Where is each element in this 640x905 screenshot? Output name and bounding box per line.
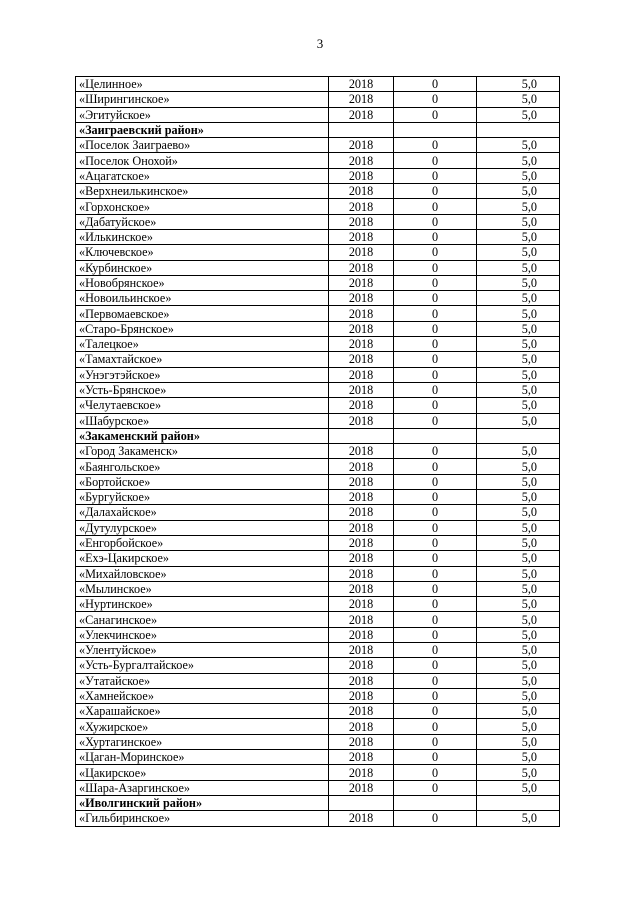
- value-1-cell: 0: [394, 734, 477, 749]
- year-cell: 2018: [329, 352, 394, 367]
- value-1-cell: 0: [394, 688, 477, 703]
- value-2-cell: 5,0: [477, 627, 560, 642]
- table-row: [76, 168, 560, 183]
- table-row: [76, 229, 560, 244]
- year-cell: 2018: [329, 77, 394, 92]
- year-cell: 2018: [329, 642, 394, 657]
- value-2-cell: [477, 122, 560, 137]
- settlement-name-cell: «Хужирское»: [76, 719, 329, 734]
- value-1-cell: 0: [394, 306, 477, 321]
- value-1-cell: 0: [394, 535, 477, 550]
- district-row: [76, 428, 560, 443]
- value-2-cell: 5,0: [477, 260, 560, 275]
- settlement-name-cell: «Поселок Онохой»: [76, 153, 329, 168]
- value-1-cell: [394, 122, 477, 137]
- value-2-cell: 5,0: [477, 520, 560, 535]
- settlement-name-cell: «Первомаевское»: [76, 306, 329, 321]
- settlement-name-cell: «Поселок Заиграево»: [76, 138, 329, 153]
- settlement-name-cell: «Улентуйское»: [76, 642, 329, 657]
- year-cell: 2018: [329, 382, 394, 397]
- year-cell: 2018: [329, 92, 394, 107]
- year-cell: 2018: [329, 184, 394, 199]
- year-cell: 2018: [329, 505, 394, 520]
- value-2-cell: 5,0: [477, 474, 560, 489]
- year-cell: 2018: [329, 612, 394, 627]
- value-2-cell: 5,0: [477, 337, 560, 352]
- year-cell: 2018: [329, 413, 394, 428]
- table-row: [76, 260, 560, 275]
- settlement-name-cell: «Енгорбойское»: [76, 535, 329, 550]
- value-1-cell: 0: [394, 765, 477, 780]
- year-cell: 2018: [329, 658, 394, 673]
- year-cell: 2018: [329, 520, 394, 535]
- value-2-cell: 5,0: [477, 382, 560, 397]
- value-1-cell: 0: [394, 367, 477, 382]
- table-row: [76, 352, 560, 367]
- settlement-name-cell: «Унэгэтэйское»: [76, 367, 329, 382]
- settlement-name-cell: «Челутаевское»: [76, 398, 329, 413]
- value-1-cell: 0: [394, 184, 477, 199]
- value-1-cell: 0: [394, 612, 477, 627]
- year-cell: 2018: [329, 107, 394, 122]
- year-cell: 2018: [329, 444, 394, 459]
- table-row: [76, 490, 560, 505]
- settlement-name-cell: «Шара-Азаргинское»: [76, 780, 329, 795]
- value-1-cell: 0: [394, 321, 477, 336]
- table-row: [76, 153, 560, 168]
- value-2-cell: 5,0: [477, 811, 560, 826]
- settlement-name-cell: «Харашайское»: [76, 704, 329, 719]
- table-row: [76, 520, 560, 535]
- settlement-name-cell: «Гильбиринское»: [76, 811, 329, 826]
- value-2-cell: 5,0: [477, 77, 560, 92]
- value-1-cell: 0: [394, 77, 477, 92]
- year-cell: [329, 795, 394, 810]
- value-2-cell: 5,0: [477, 168, 560, 183]
- table-row: [76, 459, 560, 474]
- table-row: [76, 413, 560, 428]
- settlement-name-cell: «Далахайское»: [76, 505, 329, 520]
- value-2-cell: 5,0: [477, 581, 560, 596]
- year-cell: 2018: [329, 490, 394, 505]
- settlement-name-cell: «Хуртагинское»: [76, 734, 329, 749]
- table-row: [76, 138, 560, 153]
- value-2-cell: 5,0: [477, 199, 560, 214]
- settlement-name-cell: «Утатайское»: [76, 673, 329, 688]
- year-cell: 2018: [329, 321, 394, 336]
- settlement-name-cell: «Закаменский район»: [76, 428, 329, 443]
- value-1-cell: 0: [394, 444, 477, 459]
- value-2-cell: 5,0: [477, 505, 560, 520]
- settlement-name-cell: «Цаган-Моринское»: [76, 750, 329, 765]
- table-row: [76, 673, 560, 688]
- value-2-cell: 5,0: [477, 719, 560, 734]
- year-cell: 2018: [329, 367, 394, 382]
- year-cell: 2018: [329, 719, 394, 734]
- table-row: [76, 275, 560, 290]
- value-1-cell: 0: [394, 92, 477, 107]
- table-row: [76, 367, 560, 382]
- table-row: [76, 627, 560, 642]
- value-1-cell: [394, 795, 477, 810]
- year-cell: 2018: [329, 229, 394, 244]
- page-number: 3: [316, 36, 324, 51]
- value-1-cell: 0: [394, 214, 477, 229]
- value-2-cell: 5,0: [477, 352, 560, 367]
- value-1-cell: 0: [394, 780, 477, 795]
- year-cell: 2018: [329, 780, 394, 795]
- value-2-cell: 5,0: [477, 780, 560, 795]
- year-cell: 2018: [329, 398, 394, 413]
- table-row: [76, 535, 560, 550]
- value-1-cell: 0: [394, 260, 477, 275]
- value-1-cell: 0: [394, 138, 477, 153]
- value-2-cell: 5,0: [477, 245, 560, 260]
- table-row: [76, 688, 560, 703]
- table-row: [76, 306, 560, 321]
- settlement-name-cell: «Хамнейское»: [76, 688, 329, 703]
- settlement-name-cell: «Илькинское»: [76, 229, 329, 244]
- settlement-name-cell: «Горхонское»: [76, 199, 329, 214]
- settlement-name-cell: «Усть-Брянское»: [76, 382, 329, 397]
- settlement-name-cell: «Ехэ-Цакирское»: [76, 551, 329, 566]
- settlement-name-cell: «Новоильинское»: [76, 291, 329, 306]
- table-row: [76, 505, 560, 520]
- value-2-cell: 5,0: [477, 734, 560, 749]
- year-cell: 2018: [329, 459, 394, 474]
- year-cell: 2018: [329, 260, 394, 275]
- value-1-cell: 0: [394, 459, 477, 474]
- year-cell: 2018: [329, 750, 394, 765]
- settlements-table: [75, 76, 560, 827]
- year-cell: [329, 122, 394, 137]
- value-2-cell: 5,0: [477, 551, 560, 566]
- table-row: [76, 184, 560, 199]
- year-cell: 2018: [329, 199, 394, 214]
- value-1-cell: 0: [394, 581, 477, 596]
- value-2-cell: [477, 795, 560, 810]
- value-2-cell: 5,0: [477, 535, 560, 550]
- table-row: [76, 474, 560, 489]
- year-cell: 2018: [329, 245, 394, 260]
- value-2-cell: 5,0: [477, 597, 560, 612]
- year-cell: 2018: [329, 566, 394, 581]
- value-2-cell: 5,0: [477, 459, 560, 474]
- settlement-name-cell: «Курбинское»: [76, 260, 329, 275]
- year-cell: 2018: [329, 275, 394, 290]
- settlement-name-cell: «Усть-Бургалтайское»: [76, 658, 329, 673]
- value-1-cell: 0: [394, 673, 477, 688]
- table-row: [76, 199, 560, 214]
- table-row: [76, 780, 560, 795]
- settlement-name-cell: «Санагинское»: [76, 612, 329, 627]
- year-cell: 2018: [329, 581, 394, 596]
- value-2-cell: 5,0: [477, 398, 560, 413]
- value-2-cell: 5,0: [477, 658, 560, 673]
- value-2-cell: 5,0: [477, 107, 560, 122]
- value-1-cell: 0: [394, 505, 477, 520]
- table-row: [76, 92, 560, 107]
- value-1-cell: 0: [394, 811, 477, 826]
- value-2-cell: 5,0: [477, 138, 560, 153]
- year-cell: 2018: [329, 168, 394, 183]
- value-2-cell: 5,0: [477, 688, 560, 703]
- value-1-cell: 0: [394, 520, 477, 535]
- value-2-cell: 5,0: [477, 566, 560, 581]
- table-row: [76, 398, 560, 413]
- settlement-name-cell: «Старо-Брянское»: [76, 321, 329, 336]
- table-row: [76, 581, 560, 596]
- year-cell: 2018: [329, 704, 394, 719]
- value-2-cell: 5,0: [477, 490, 560, 505]
- table-row: [76, 658, 560, 673]
- value-1-cell: 0: [394, 658, 477, 673]
- table-row: [76, 811, 560, 826]
- settlement-name-cell: «Бургуйское»: [76, 490, 329, 505]
- value-1-cell: 0: [394, 704, 477, 719]
- settlement-name-cell: «Эгитуйское»: [76, 107, 329, 122]
- table-row: [76, 107, 560, 122]
- settlement-name-cell: «Бортойское»: [76, 474, 329, 489]
- value-2-cell: 5,0: [477, 275, 560, 290]
- value-1-cell: [394, 428, 477, 443]
- table-row: [76, 704, 560, 719]
- value-1-cell: 0: [394, 413, 477, 428]
- table-row: [76, 382, 560, 397]
- year-cell: 2018: [329, 734, 394, 749]
- settlement-name-cell: «Баянгольское»: [76, 459, 329, 474]
- value-2-cell: [477, 428, 560, 443]
- year-cell: 2018: [329, 551, 394, 566]
- value-1-cell: 0: [394, 153, 477, 168]
- value-1-cell: 0: [394, 229, 477, 244]
- settlement-name-cell: «Мылинское»: [76, 581, 329, 596]
- settlement-name-cell: «Ацагатское»: [76, 168, 329, 183]
- table-row: [76, 566, 560, 581]
- year-cell: 2018: [329, 688, 394, 703]
- value-1-cell: 0: [394, 719, 477, 734]
- settlement-name-cell: «Нуртинское»: [76, 597, 329, 612]
- value-1-cell: 0: [394, 490, 477, 505]
- settlement-name-cell: «Целинное»: [76, 77, 329, 92]
- table-row: [76, 77, 560, 92]
- table-row: [76, 214, 560, 229]
- value-1-cell: 0: [394, 642, 477, 657]
- value-2-cell: 5,0: [477, 367, 560, 382]
- table-row: [76, 245, 560, 260]
- year-cell: 2018: [329, 811, 394, 826]
- year-cell: 2018: [329, 138, 394, 153]
- table-row: [76, 719, 560, 734]
- value-1-cell: 0: [394, 474, 477, 489]
- table-row: [76, 551, 560, 566]
- value-1-cell: 0: [394, 291, 477, 306]
- table-row: [76, 765, 560, 780]
- value-2-cell: 5,0: [477, 612, 560, 627]
- value-1-cell: 0: [394, 337, 477, 352]
- year-cell: 2018: [329, 291, 394, 306]
- year-cell: 2018: [329, 673, 394, 688]
- value-2-cell: 5,0: [477, 750, 560, 765]
- year-cell: 2018: [329, 337, 394, 352]
- value-1-cell: 0: [394, 597, 477, 612]
- value-2-cell: 5,0: [477, 306, 560, 321]
- value-1-cell: 0: [394, 551, 477, 566]
- settlement-name-cell: «Улекчинское»: [76, 627, 329, 642]
- table-row: [76, 597, 560, 612]
- year-cell: 2018: [329, 535, 394, 550]
- year-cell: 2018: [329, 153, 394, 168]
- year-cell: 2018: [329, 765, 394, 780]
- year-cell: 2018: [329, 597, 394, 612]
- value-2-cell: 5,0: [477, 704, 560, 719]
- settlement-name-cell: «Дутулурское»: [76, 520, 329, 535]
- value-1-cell: 0: [394, 168, 477, 183]
- table-row: [76, 291, 560, 306]
- value-1-cell: 0: [394, 199, 477, 214]
- value-2-cell: 5,0: [477, 92, 560, 107]
- value-2-cell: 5,0: [477, 214, 560, 229]
- settlement-name-cell: «Верхнеилькинское»: [76, 184, 329, 199]
- year-cell: 2018: [329, 474, 394, 489]
- value-1-cell: 0: [394, 750, 477, 765]
- value-2-cell: 5,0: [477, 184, 560, 199]
- value-1-cell: 0: [394, 107, 477, 122]
- value-2-cell: 5,0: [477, 642, 560, 657]
- year-cell: 2018: [329, 306, 394, 321]
- value-2-cell: 5,0: [477, 291, 560, 306]
- value-1-cell: 0: [394, 382, 477, 397]
- year-cell: 2018: [329, 627, 394, 642]
- district-row: [76, 122, 560, 137]
- table-row: [76, 642, 560, 657]
- value-1-cell: 0: [394, 398, 477, 413]
- table-row: [76, 750, 560, 765]
- value-1-cell: 0: [394, 352, 477, 367]
- settlement-name-cell: «Город Закаменск»: [76, 444, 329, 459]
- settlement-name-cell: «Шабурское»: [76, 413, 329, 428]
- value-1-cell: 0: [394, 275, 477, 290]
- value-2-cell: 5,0: [477, 673, 560, 688]
- settlement-name-cell: «Иволгинский район»: [76, 795, 329, 810]
- table-row: [76, 612, 560, 627]
- settlement-name-cell: «Цакирское»: [76, 765, 329, 780]
- settlement-name-cell: «Заиграевский район»: [76, 122, 329, 137]
- year-cell: 2018: [329, 214, 394, 229]
- table-row: [76, 321, 560, 336]
- settlement-name-cell: «Дабатуйское»: [76, 214, 329, 229]
- table-row: [76, 444, 560, 459]
- settlement-name-cell: «Талецкое»: [76, 337, 329, 352]
- value-2-cell: 5,0: [477, 321, 560, 336]
- value-1-cell: 0: [394, 245, 477, 260]
- value-2-cell: 5,0: [477, 413, 560, 428]
- value-2-cell: 5,0: [477, 765, 560, 780]
- settlement-name-cell: «Тамахтайское»: [76, 352, 329, 367]
- value-2-cell: 5,0: [477, 153, 560, 168]
- settlement-name-cell: «Михайловское»: [76, 566, 329, 581]
- district-row: [76, 795, 560, 810]
- table-body: [76, 77, 560, 827]
- table-row: [76, 734, 560, 749]
- year-cell: [329, 428, 394, 443]
- table-row: [76, 337, 560, 352]
- value-2-cell: 5,0: [477, 229, 560, 244]
- settlement-name-cell: «Ключевское»: [76, 245, 329, 260]
- settlement-name-cell: «Ширингинское»: [76, 92, 329, 107]
- value-1-cell: 0: [394, 627, 477, 642]
- settlement-name-cell: «Новобрянское»: [76, 275, 329, 290]
- value-1-cell: 0: [394, 566, 477, 581]
- value-2-cell: 5,0: [477, 444, 560, 459]
